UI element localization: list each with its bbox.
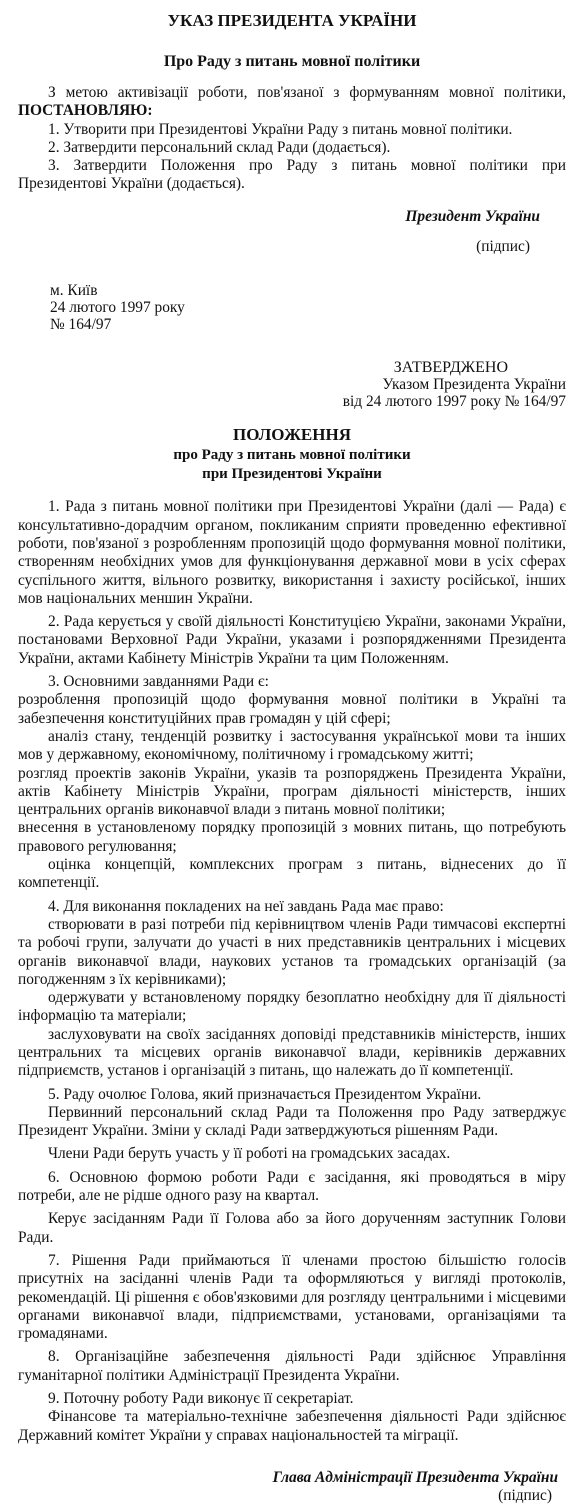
regulation-paragraph-6b: Керує засіданням Ради її Голова або за його дорученням заступник Голови Ради. <box>18 1210 566 1246</box>
approval-line1: ЗАТВЕРДЖЕНО <box>393 359 508 377</box>
regulation-signatory: Глава Адміністрації Президента України <box>272 1468 558 1486</box>
regulation-paragraph-3-item: аналіз стану, тенденцій розвитку і застосування української мови та інших мов у державному, економічному, політичному і громадському житті; <box>18 727 566 764</box>
regulation-signature-note: (підпис) <box>498 1487 552 1504</box>
approval-stamp <box>18 359 566 410</box>
regulation-paragraph-4-item: заслуховувати на своїх засіданнях доповіді представників міністерств, інших центральних та місцевих органів виконавчої влади, керівників державних підприємств, установ і організацій з питань, що належать до її компетенції. <box>18 1025 566 1080</box>
decree-intro-text: З метою активізації роботи, пов'язаної з формуванням мовної політики, <box>48 84 566 101</box>
regulation-paragraph-5: 5. Раду очолює Голова, який призначається Президентом України. <box>48 1085 482 1103</box>
regulation-paragraph-1: 1. Рада з питань мовної політики при Президентові України (далі — Рада) є консультативно-дорадчим органом, покликаним сприяти проведенню ефективної роботи, пов'язаної з розробленням пропозицій щодо формування мовної політики, створенням необхідних умов для функціонування державної мови в усіх сферах суспільного життя, вільного розвитку, використання і захисту російської, інших мов національних меншин України. <box>18 498 566 607</box>
decree-title: УКАЗ ПРЕЗИДЕНТА УКРАЇНИ <box>167 11 417 30</box>
decree-item: 1. Утворити при Президентові України Раду з питань мовної політики. <box>48 120 513 138</box>
decree-number: № 164/97 <box>50 316 112 334</box>
decree-place: м. Київ <box>50 282 98 300</box>
regulation-subtitle2: при Президентові України <box>202 466 382 483</box>
regulation-paragraph-3-head: 3. Основними завданнями Ради є: <box>48 673 269 691</box>
regulation-paragraph-3-item: розгляд проектів законів України, указів та розпоряджень Президента України, актів Кабінету Міністрів України, програм діяльності міністерств, інших центральних органів виконавчої влади з питань мовної політики; <box>18 764 566 819</box>
regulation-paragraph-2: 2. Рада керується у своїй діяльності Конституцією України, законами України, постановами Верховної Ради України, указами і розпорядженнями Президента України, актами Кабінету Міністрів України та цим Положенням. <box>18 613 566 667</box>
regulation-subtitle1: про Раду з питань мовної політики <box>173 447 411 464</box>
regulation-paragraph-9b: Фінансове та матеріально-технічне забезпечення діяльності Ради здійснює Державний комітет України у справах національностей та міграції. <box>18 1408 566 1444</box>
decree-signatory: Президент України <box>405 207 540 225</box>
regulation-paragraph-3-item: розроблення пропозицій щодо формування мовної політики в Україні та забезпечення конституційних прав громадян у цій сфері; <box>18 691 566 727</box>
decree-item: 2. Затвердити персональний склад Ради (додається). <box>48 138 391 156</box>
decree-place-date <box>18 282 566 333</box>
decree-subtitle: Про Раду з питань мовної політики <box>163 53 421 70</box>
approval-line2: Указом Президента України <box>382 376 566 394</box>
regulation-paragraph-4-head: 4. Для виконання покладених на неї завдань Рада має право: <box>48 897 444 915</box>
regulation-paragraph-8: 8. Організаційне забезпечення діяльності Ради здійснює Управління гуманітарної політики Адміністрації Президента України. <box>18 1348 566 1384</box>
decree-intro <box>18 84 566 121</box>
decree-intro-bold: ПОСТАНОВЛЯЮ: <box>18 102 153 120</box>
decree-date: 24 лютого 1997 року <box>50 299 185 317</box>
regulation-paragraph-9: 9. Поточну роботу Ради виконує її секретаріат. <box>48 1390 354 1408</box>
regulation-paragraph-5b: Первинний персональний склад Ради та Положення про Раду затверджує Президент України. Зміни у складі Ради затверджуються рішенням Ради. <box>18 1103 566 1140</box>
regulation-paragraph-7: 7. Рішення Ради приймаються її членами простою більшістю голосів присутніх на засіданні членів Ради та оформляються у вигляді протоколів, рекомендацій. Ці рішення є обов'язковими для розгляду центральними і місцевими органами виконавчої влади, підприємствами, установами, організаціями та громадянами. <box>18 1251 566 1343</box>
regulation-title: ПОЛОЖЕННЯ <box>233 425 351 445</box>
regulation-paragraph-4-item: одержувати у встановленому порядку безоплатно необхідну для її діяльності інформацію та матеріали; <box>18 989 566 1025</box>
decree-item: 3. Затвердити Положення про Раду з питань мовної політики при Президентові України (додається). <box>18 157 566 193</box>
regulation-paragraph-5c: Члени Ради беруть участь у її роботі на громадських засадах. <box>48 1145 451 1163</box>
approval-line3: від 24 лютого 1997 року № 164/97 <box>342 393 566 411</box>
regulation-paragraph-6: 6. Основною формою роботи Ради є засідання, які проводяться в міру потреби, але не рідше одного разу на квартал. <box>18 1168 566 1205</box>
regulation-paragraph-4-item: створювати в разі потреби під керівництвом членів Ради тимчасові експертні та робочі групи, залучати до участі в них представників центральних і місцевих органів виконавчої влади, наукових установ та громадських організацій (за погодженням з їх керівниками); <box>18 915 566 988</box>
regulation-paragraph-3-item: внесення в установленому порядку пропозицій з мовних питань, що потребують правового регулювання; <box>18 819 566 855</box>
decree-signature-note: (підпис) <box>476 238 530 256</box>
regulation-paragraph-3-item: оцінка концепцій, комплексних програм з питань, віднесених до її компетенції. <box>18 856 566 892</box>
